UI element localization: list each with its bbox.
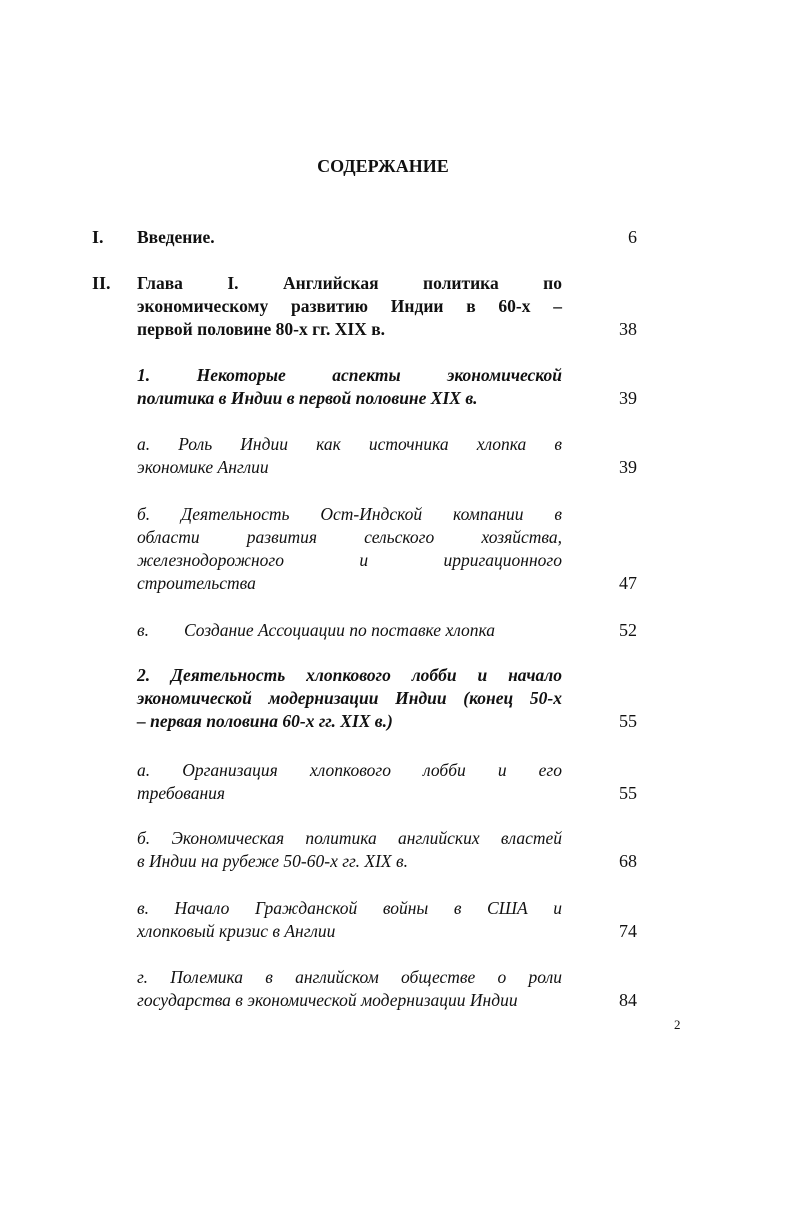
entry-title bbox=[137, 759, 562, 805]
entry-line: в. Создание Ассоциации по поставке хлопка bbox=[137, 620, 496, 640]
entry-line: экономике Англии bbox=[137, 457, 269, 477]
entry-page-number: 68 bbox=[619, 851, 637, 871]
entry-line: в Индии на рубеже 50-60-х гг. XIX в. bbox=[137, 851, 408, 871]
entry-title bbox=[137, 897, 562, 943]
entry-line: в. Начало Гражданской войны в США и bbox=[137, 898, 562, 918]
entry-page-number: 55 bbox=[619, 783, 637, 803]
entry-page-number: 38 bbox=[619, 319, 637, 339]
entry-line: требования bbox=[137, 783, 226, 803]
entry-line: железнодорожного и ирригационного bbox=[137, 550, 562, 570]
entry-title bbox=[137, 433, 562, 479]
entry-title bbox=[137, 364, 562, 410]
entry-title bbox=[137, 664, 562, 733]
page-number: 2 bbox=[674, 1017, 681, 1032]
entry-page-number: 47 bbox=[619, 573, 637, 593]
entry-page-number: 84 bbox=[619, 990, 637, 1010]
entry-page-number: 39 bbox=[619, 457, 637, 477]
entry-title bbox=[137, 827, 562, 873]
entry-line: экономической модернизации Индии (конец 50-х bbox=[137, 688, 562, 708]
entry-line: б. Деятельность Ост-Индской компании в bbox=[137, 504, 562, 524]
entry-title bbox=[137, 966, 562, 1012]
entry-line: первой половине 80-х гг. XIX в. bbox=[137, 319, 386, 339]
entry-title bbox=[137, 272, 562, 341]
entry-line: 1. Некоторые аспекты экономической bbox=[137, 365, 562, 385]
entry-numeral: II. bbox=[92, 273, 111, 293]
entry-numeral: I. bbox=[92, 227, 104, 247]
entry-line: – первая половина 60-х гг. XIX в.) bbox=[137, 711, 393, 731]
entry-title bbox=[137, 503, 562, 595]
entry-title bbox=[137, 226, 562, 249]
entry-line: г. Полемика в английском обществе о роли bbox=[137, 967, 562, 987]
entry-page-number: 52 bbox=[619, 620, 637, 640]
page-title: СОДЕРЖАНИЕ bbox=[317, 156, 449, 176]
entry-line: а. Роль Индии как источника хлопка в bbox=[137, 434, 562, 454]
entry-line: а. Организация хлопкового лобби и его bbox=[137, 760, 562, 780]
entry-line: 2. Деятельность хлопкового лобби и начало bbox=[137, 665, 562, 685]
entry-line: хлопковый кризис в Англии bbox=[137, 921, 336, 941]
entry-line: политика в Индии в первой половине XIX в. bbox=[137, 388, 478, 408]
entry-line: Введение. bbox=[137, 227, 215, 247]
entry-page-number: 6 bbox=[628, 227, 637, 247]
entry-line: б. Экономическая политика английских властей bbox=[137, 828, 562, 848]
entry-line: строительства bbox=[137, 573, 256, 593]
entry-page-number: 74 bbox=[619, 921, 637, 941]
entry-page-number: 39 bbox=[619, 388, 637, 408]
entry-line: области развития сельского хозяйства, bbox=[137, 527, 562, 547]
entry-line: экономическому развитию Индии в 60-х – bbox=[137, 296, 562, 316]
entry-page-number: 55 bbox=[619, 711, 637, 731]
entry-line: государства в экономической модернизации Индии bbox=[137, 990, 518, 1010]
entry-title bbox=[137, 619, 562, 642]
entry-line: Глава I. Английская политика по bbox=[137, 273, 562, 293]
